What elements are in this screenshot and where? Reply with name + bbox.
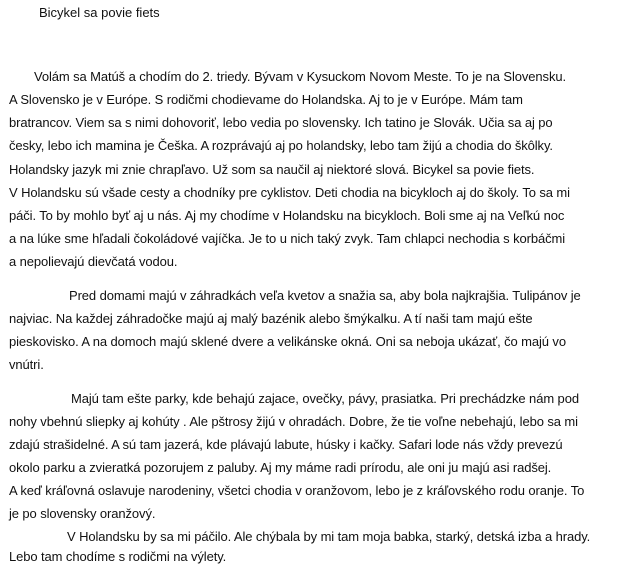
paragraph-3-line-5: A keď kráľovná oslavuje narodeniny, všetci chodia v oranžovom, lebo je z kráľovského rodu oranje. To: [9, 483, 585, 498]
paragraph-3-line-2: nohy vbehnú sliepky aj kohúty . Ale pštrosy žijú v ohradách. Dobre, že tie voľne nebehajú, lebo sa mi: [9, 414, 578, 429]
paragraph-1-line-2: A Slovensko je v Európe. S rodičmi chodievame do Holandska. Aj to je v Európe. Mám tam: [9, 92, 523, 107]
paragraph-1-line-6: V Holandsku sú všade cesty a chodníky pre cyklistov. Deti chodia na bicykloch aj do školy. To sa mi: [9, 185, 570, 200]
paragraph-1-line-4: česky, lebo ich mamina je Češka. A rozprávajú aj po holandsky, lebo tam žijú a chodia do škôlky.: [9, 138, 553, 153]
paragraph-2-line-1: Pred domami majú v záhradkách veľa kvetov a snažia sa, aby bola najkrajšia. Tulipánov je: [69, 288, 581, 303]
paragraph-3-line-6: je po slovensky oranžový.: [9, 506, 156, 521]
paragraph-1-line-3: bratrancov. Viem sa s nimi dohovoriť, lebo vedia po slovensky. Ich tatino je Slovák. Učia sa aj po: [9, 115, 553, 130]
paragraph-3-line-1: Majú tam ešte parky, kde behajú zajace, ovečky, pávy, prasiatka. Pri prechádzke nám pod: [71, 391, 579, 406]
paragraph-1-line-1: Volám sa Matúš a chodím do 2. triedy. Bývam v Kysuckom Novom Meste. To je na Slovensku.: [34, 69, 566, 84]
paragraph-2-line-4: vnútri.: [9, 357, 44, 372]
paragraph-3-line-4: okolo parku a zvieratká pozorujem z paluby. Aj my máme radi prírodu, ale oni ju majú asi radšej.: [9, 460, 552, 475]
paragraph-2-line-2: najviac. Na každej záhradočke majú aj malý bazénik alebo šmýkalku. A tí naši tam majú ešte: [9, 311, 533, 326]
paragraph-1-line-7: páči. To by mohlo byť aj u nás. Aj my chodíme v Holandsku na bicykloch. Boli sme aj na Veľkú noc: [9, 208, 565, 223]
paragraph-3-line-3: zdajú strašidelné. A sú tam jazerá, kde plávajú labute, húsky i kačky. Safari lode nás vždy prevezú: [9, 437, 563, 452]
paragraph-2-line-3: pieskovisko. A na domoch majú sklené dvere a velikánske okná. Oni sa neboja ukázať, čo majú vo: [9, 334, 566, 349]
paragraph-4-line-1: V Holandsku by sa mi páčilo. Ale chýbala by mi tam moja babka, starký, detská izba a hrady.: [67, 529, 591, 544]
paragraph-1-line-8: a na lúke sme hľadali čokoládové vajíčka. Je to u nich taký zvyk. Tam chlapci nechodia s korbáčmi: [9, 231, 566, 246]
paragraph-1-line-9: a nepolievajú dievčatá vodou.: [9, 254, 178, 269]
paragraph-1-line-5: Holandsky jazyk mi znie chrapľavo. Už som sa naučil aj niektoré slová. Bicykel sa povie fiets.: [9, 162, 535, 177]
document-title: Bicykel sa povie fiets: [39, 5, 160, 20]
paragraph-4-line-2: Lebo tam chodíme s rodičmi na výlety.: [9, 549, 227, 564]
